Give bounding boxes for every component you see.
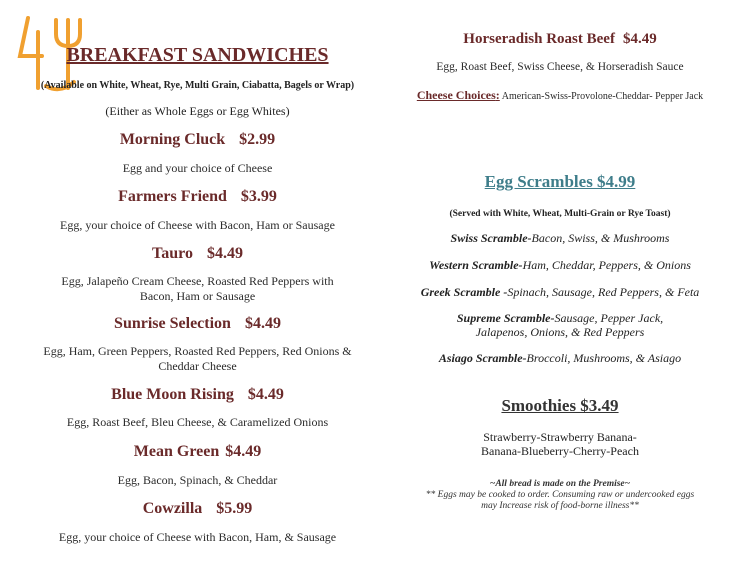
smoothies-title: Smoothies $3.49 <box>501 396 619 415</box>
cheese-choices: Cheese Choices: American-Swiss-Provolone-Cheddar- Pepper Jack <box>416 88 704 102</box>
item-desc: Egg, Jalapeño Cream Cheese, Roasted Red Peppers with Bacon, Ham or Sausage <box>61 274 334 303</box>
item-name: Blue Moon Rising <box>111 386 234 403</box>
item-name: Sunrise Selection <box>114 315 231 332</box>
item-desc: Egg, Bacon, Spinach, & Cheddar <box>117 473 278 487</box>
eggs-note: (Either as Whole Eggs or Egg Whites) <box>105 104 290 118</box>
item-price: $4.49 <box>225 443 262 460</box>
bread-premise-note: ~All bread is made on the Premise~ <box>489 479 631 489</box>
scramble-name: Asiago Scramble- <box>438 351 527 365</box>
item-price: $3.99 <box>240 188 277 205</box>
scramble-desc: Broccoli, Mushrooms, & Asiago <box>526 351 682 365</box>
menu-item-farmers-friend <box>0 188 395 206</box>
menu-item-morning-cluck <box>0 131 395 149</box>
scramble-name: Supreme Scramble- <box>456 311 555 325</box>
item-desc: Egg, Ham, Green Peppers, Roasted Red Peppers, Red Onions & Cheddar Cheese <box>43 344 352 373</box>
scramble-desc: Ham, Cheddar, Peppers, & Onions <box>522 258 691 272</box>
menu-item-horseradish-roast-beef <box>385 31 735 48</box>
scramble-desc: Bacon, Swiss, & Mushrooms <box>531 231 670 245</box>
scramble-item <box>385 231 735 245</box>
item-price: $4.49 <box>622 31 657 47</box>
scramble-desc: Sausage, Pepper Jack, Jalapenos, Onions, & Red Peppers <box>475 311 664 339</box>
eggs-warning-line-1: ** Eggs may be cooked to order. Consuming raw or undercooked eggs <box>425 490 695 500</box>
breakfast-sandwiches-title: BREAKFAST SANDWICHES <box>66 44 329 66</box>
item-desc: Egg, your choice of Cheese with Bacon, Ham or Sausage <box>60 218 335 232</box>
eggs-warning-line-2: may Increase risk of food-borne illness** <box>481 501 639 511</box>
item-name: Farmers Friend <box>118 188 227 205</box>
menu-item-mean-green <box>0 443 395 461</box>
item-desc: Egg and your choice of Cheese <box>122 161 273 175</box>
bread-availability-note: (Available on White, Wheat, Rye, Multi Grain, Ciabatta, Bagels or Wrap) <box>40 80 355 91</box>
cheese-choices-values: American-Swiss-Provolone-Cheddar- Pepper Jack <box>501 91 704 102</box>
item-price: $2.99 <box>239 131 276 148</box>
item-name: Horseradish Roast Beef <box>463 31 615 47</box>
item-desc: Egg, your choice of Cheese with Bacon, Ham, & Sausage <box>58 530 337 544</box>
cheese-choices-label: Cheese Choices <box>416 88 496 102</box>
item-price: $5.99 <box>216 500 253 517</box>
item-name: Morning Cluck <box>119 131 226 148</box>
scramble-name: Swiss Scramble- <box>450 231 532 245</box>
scramble-item <box>385 311 735 339</box>
smoothies-line-1: Strawberry-Strawberry Banana- <box>483 430 637 444</box>
scrambles-served-note: (Served with White, Wheat, Multi-Grain or Rye Toast) <box>449 209 671 219</box>
scramble-desc: Spinach, Sausage, Red Peppers, & Feta <box>507 285 700 299</box>
menu-item-tauro <box>0 245 395 263</box>
item-price: $4.49 <box>247 386 284 403</box>
item-desc: Egg, Roast Beef, Swiss Cheese, & Horseradish Sauce <box>436 61 684 73</box>
item-name: Cowzilla <box>142 500 203 517</box>
smoothies-line-2: Banana-Blueberry-Cherry-Peach <box>481 444 639 458</box>
scramble-name: Greek Scramble - <box>420 285 508 299</box>
menu-item-sunrise-selection <box>0 315 395 333</box>
item-name: Mean Green <box>133 443 220 460</box>
scramble-item <box>385 351 735 365</box>
menu-item-blue-moon-rising <box>0 386 395 404</box>
item-price: $4.49 <box>244 315 281 332</box>
scramble-name: Western Scramble- <box>429 258 523 272</box>
egg-scrambles-title: Egg Scrambles $4.99 <box>484 172 636 191</box>
item-price: $4.49 <box>206 245 243 262</box>
menu-item-cowzilla <box>0 500 395 518</box>
scramble-item <box>385 258 735 272</box>
scramble-item <box>385 285 735 299</box>
item-desc: Egg, Roast Beef, Bleu Cheese, & Caramelized Onions <box>66 415 329 429</box>
item-name: Tauro <box>152 245 193 262</box>
